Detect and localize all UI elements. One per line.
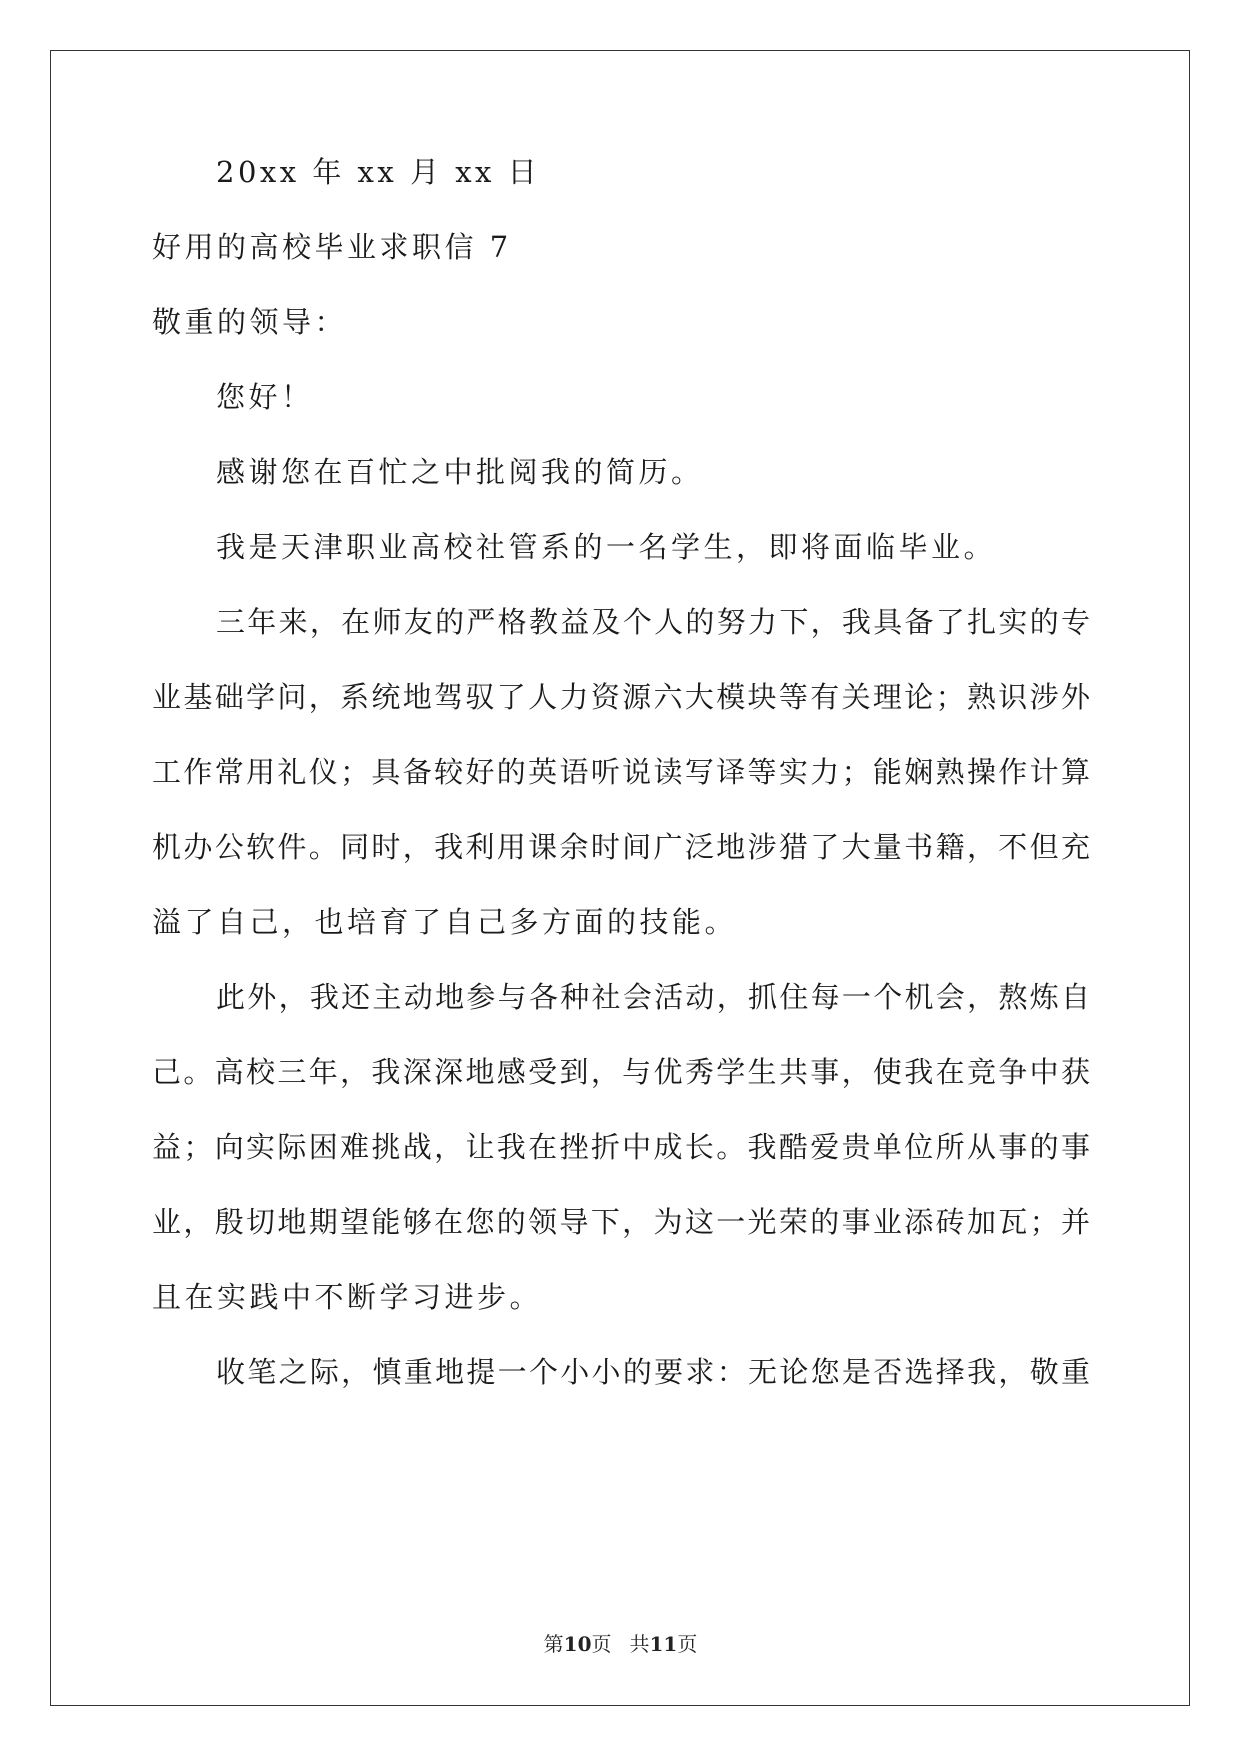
page-footer — [0, 1632, 1241, 1656]
paragraph-experience-line: 业基础学问，系统地驾驭了人力资源六大模块等有关理论；熟识涉外 — [152, 680, 1090, 714]
paragraph-intro: 我是天津职业高校社管系的一名学生，即将面临毕业。 — [216, 530, 997, 564]
letter-title: 好用的高校毕业求职信 7 — [152, 230, 512, 264]
paragraph-experience-line: 工作常用礼仪；具备较好的英语听说读写译等实力；能娴熟操作计算 — [152, 755, 1090, 789]
footer-page-label: 页 — [591, 1632, 612, 1656]
footer-total-prefix: 共 — [629, 1632, 650, 1656]
date-line: 20xx 年 xx 月 xx 日 — [216, 155, 541, 189]
page-border — [50, 50, 1190, 1706]
paragraph-activities-line: 此外，我还主动地参与各种社会活动，抓住每一个机会，熬炼自 — [216, 980, 1090, 1014]
footer-page-prefix: 第 — [543, 1632, 564, 1656]
paragraph-activities-line: 业，殷切地期望能够在您的领导下，为这一光荣的事业添砖加瓦；并 — [152, 1205, 1090, 1239]
footer-page-current: 10 — [563, 1632, 592, 1656]
paragraph-activities-line: 益；向实际困难挑战，让我在挫折中成长。我酷爱贵单位所从事的事 — [152, 1130, 1090, 1164]
paragraph-activities-line: 己。高校三年，我深深地感受到，与优秀学生共事，使我在竞争中获 — [152, 1055, 1090, 1089]
greeting: 您好！ — [216, 380, 314, 414]
footer-total-suffix: 页 — [677, 1632, 698, 1656]
footer-page-total: 11 — [649, 1632, 678, 1656]
paragraph-experience-line: 溢了自己，也培育了自己多方面的技能。 — [152, 905, 738, 939]
paragraph-thanks: 感谢您在百忙之中批阅我的简历。 — [216, 455, 704, 489]
paragraph-closing-line: 收笔之际，慎重地提一个小小的要求：无论您是否选择我，敬重 — [216, 1355, 1090, 1389]
salutation: 敬重的领导： — [152, 305, 348, 339]
paragraph-activities-line: 且在实践中不断学习进步。 — [152, 1280, 543, 1314]
paragraph-experience-line: 机办公软件。同时，我利用课余时间广泛地涉猎了大量书籍，不但充 — [152, 830, 1090, 864]
paragraph-experience-line: 三年来，在师友的严格教益及个人的努力下，我具备了扎实的专 — [216, 605, 1090, 639]
